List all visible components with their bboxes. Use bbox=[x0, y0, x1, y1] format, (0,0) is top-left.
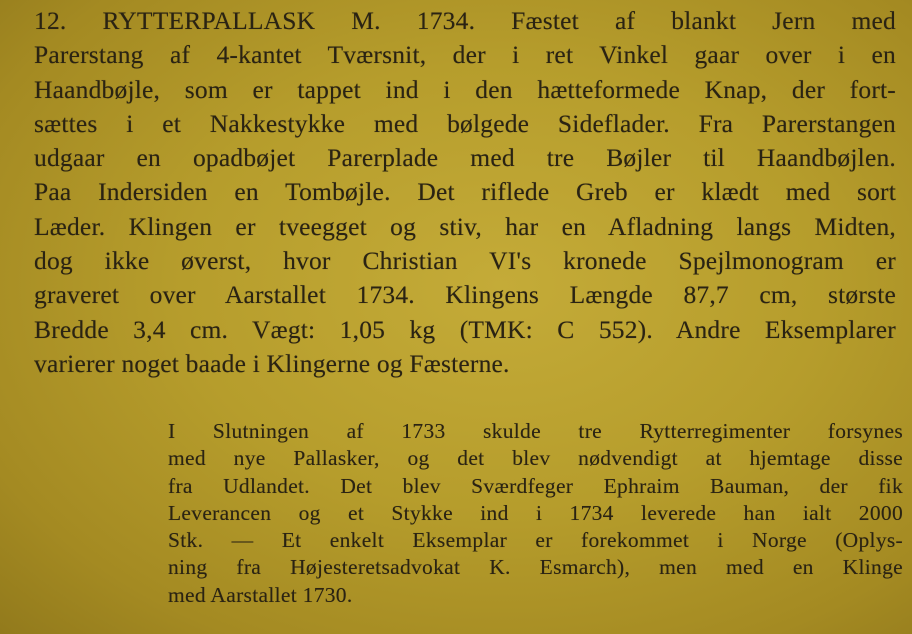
note-line-2: med nye Pallasker, og det blev nødvendigt at hjemtage disse bbox=[168, 446, 903, 471]
note-paragraph bbox=[168, 418, 903, 609]
note-line-1: I Slutningen af 1733 skulde tre Rytterregimenter forsynes bbox=[168, 419, 903, 443]
note-line-6: ning fra Højesteretsadvokat K. Esmarch), men med en Klinge bbox=[168, 555, 903, 580]
main-paragraph bbox=[34, 4, 896, 381]
main-line-8: dog ikke øverst, hvor Christian VI's kronede Spejlmonogram er bbox=[34, 246, 896, 276]
main-line-7: Læder. Klingen er tveegget og stiv, har en Afladning langs Midten, bbox=[34, 211, 896, 241]
main-line-10: Bredde 3,4 cm. Vægt: 1,05 kg (TMK: C 552). Andre Eksemplarer bbox=[34, 314, 896, 344]
main-line-1: 12. RYTTERPALLASK M. 1734. Fæstet af blankt Jern med bbox=[34, 6, 896, 35]
note-line-5: Stk. — Et enkelt Eksemplar er forekommet i Norge (Oplys- bbox=[168, 528, 903, 553]
main-line-3: Haandbøjle, som er tappet ind i den hætteformede Knap, der fort- bbox=[34, 74, 896, 104]
note-line-3: fra Udlandet. Det blev Sværdfeger Ephraim Bauman, der fik bbox=[168, 473, 903, 498]
main-line-5: udgaar en opadbøjet Parerplade med tre Bøjler til Haandbøjlen. bbox=[34, 143, 896, 173]
note-line-7: med Aarstallet 1730. bbox=[168, 582, 353, 607]
note-line-4: Leverancen og et Stykke ind i 1734 leverede han ialt 2000 bbox=[168, 500, 903, 525]
main-line-4: sættes i et Nakkestykke med bølgede Sideflader. Fra Parerstangen bbox=[34, 108, 896, 138]
main-line-2: Parerstang af 4-kantet Tværsnit, der i ret Vinkel gaar over i en bbox=[34, 40, 896, 70]
main-line-11: varierer noget baade i Klingerne og Fæsterne. bbox=[34, 348, 510, 378]
main-line-6: Paa Indersiden en Tombøjle. Det riflede Greb er klædt med sort bbox=[34, 177, 896, 207]
main-line-9: graveret over Aarstallet 1734. Klingens Længde 87,7 cm, største bbox=[34, 280, 896, 310]
